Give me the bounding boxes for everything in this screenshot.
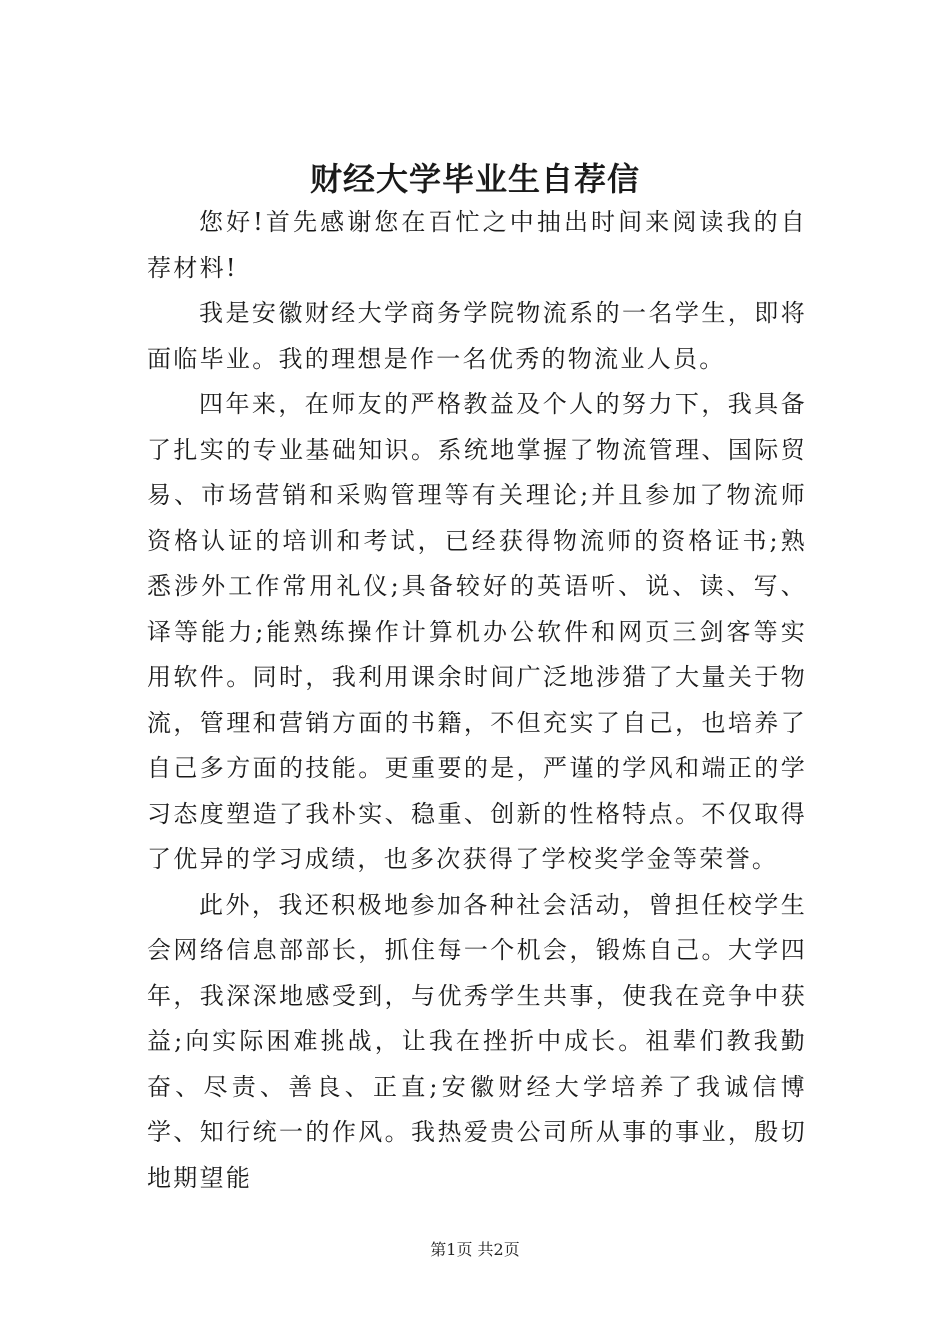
- page-number: 第1页 共2页: [430, 1240, 520, 1259]
- letter-body: [147, 200, 807, 1201]
- paragraph-greeting: 您好!首先感谢您在百忙之中抽出时间来阅读我的自荐材料!: [147, 208, 807, 282]
- paragraph-qualifications: 四年来，在师友的严格教益及个人的努力下，我具备了扎实的专业基础知识。系统地掌握了物流管理、国际贸易、市场营销和采购管理等有关理论;并且参加了物流师资格认证的培训和考试，已经获得物流师的资格证书;熟悉涉外工作常用礼仪;具备较好的英语听、说、读、写、译等能力;能熟练操作计算机办公软件和网页三剑客等实用软件。同时，我利用课余时间广泛地涉猎了大量关于物流，管理和营销方面的书籍，不但充实了自己，也培养了自己多方面的技能。更重要的是，严谨的学风和端正的学习态度塑造了我朴实、稳重、创新的性格特点。不仅取得了优异的学习成绩，也多次获得了学校奖学金等荣誉。: [147, 390, 807, 873]
- paragraph-introduction: 我是安徽财经大学商务学院物流系的一名学生，即将面临毕业。我的理想是作一名优秀的物流业人员。: [147, 299, 807, 373]
- document-title: 财经大学毕业生自荐信: [309, 160, 640, 199]
- paragraph-activities: 此外，我还积极地参加各种社会活动，曾担任校学生会网络信息部部长，抓住每一个机会，锻炼自己。大学四年，我深深地感受到，与优秀学生共事，使我在竞争中获益;向实际困难挑战，让我在挫折中成长。祖辈们教我勤奋、尽责、善良、正直;安徽财经大学培养了我诚信博学、知行统一的作风。我热爱贵公司所从事的事业，殷切地期望能: [147, 890, 807, 1192]
